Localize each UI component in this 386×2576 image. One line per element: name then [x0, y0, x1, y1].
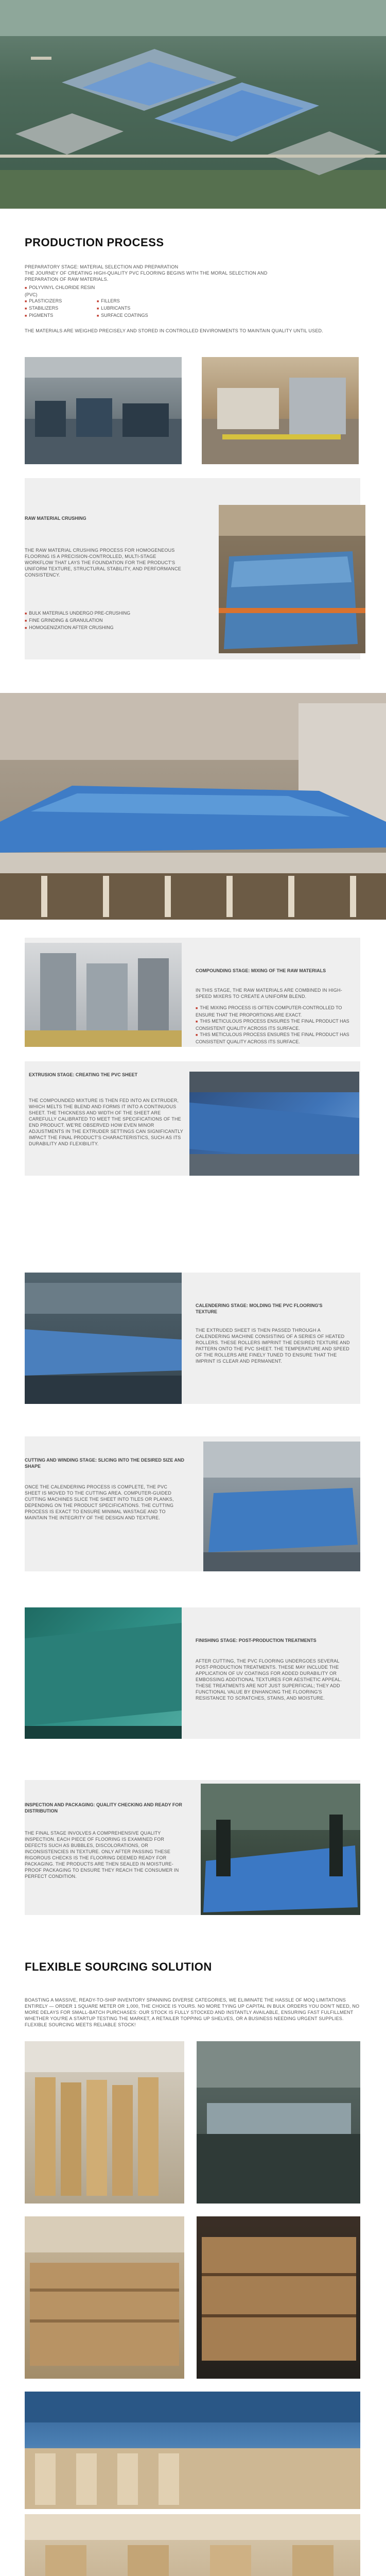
extrusion-line-large-photo [0, 693, 386, 920]
compounding-bullet: ■ THIS METICULOUS PROCESS ENSURES THE FINAL PRODUCT HAS CONSISTENT QUALITY ACROSS ITS SURFACE. [196, 1031, 350, 1045]
material-item: ■ STABILIZERS [25, 305, 97, 312]
material-item: ■ FILLERS [97, 298, 120, 305]
compounding-bullets [196, 1005, 350, 1045]
crushing-title: RAW MATERIAL CRUSHING [25, 516, 86, 521]
calendering-title: CALENDERING STAGE: MOLDING THE PVC FLOORING'S TEXTURE [196, 1303, 323, 1314]
material-item: ■ PIGMENTS [25, 312, 97, 319]
crushing-bullet: ■ HOMOGENIZATION AFTER CRUSHING [25, 624, 195, 632]
cutting-title: CUTTING AND WINDING STAGE: SLICING INTO THE DESIRED SIZE AND SHAPE [25, 1458, 185, 1469]
crushing-machine-photo [219, 505, 365, 653]
inspection-photo [201, 1784, 360, 1915]
intro-line: PREPARATION OF RAW MATERIALS. [25, 277, 109, 282]
stock-rolls-photo-6 [25, 2514, 360, 2576]
mixer-photo [25, 943, 182, 1047]
finishing-title: FINISHING STAGE: POST-PRODUCTION TREATMENTS [196, 1638, 317, 1643]
material-item: ■ LUBRICANTS [97, 305, 130, 312]
material-item: ■ SURFACE COATINGS [97, 312, 148, 319]
inspection-body: THE FINAL STAGE INVOLVES A COMPREHENSIVE QUALITY INSPECTION. EACH PIECE OF FLOORING IS EXAMINED FOR DEFECTS SUCH AS BUBBLES, DISCOLORATIONS, OR INCONSISTENCIES IN TEXTURE. ONLY AFTER PASSING THESE RIGOROUS CHECKS IS THE FLOORING DEEMED READY FOR PACKAGING. THE PRODUCTS ARE THEN SEALED IN MOISTURE-PROOF PACKAGING TO ENSURE THEY REACH THE CONSUMER IN PERFECT CONDITION. [25, 1831, 179, 1879]
cutting-machine-photo [203, 1442, 360, 1571]
intro-line: THE JOURNEY OF CREATING HIGH-QUALITY PVC FLOORING BEGINS WITH THE MORAL SELECTION AND [25, 270, 268, 276]
compounding-body: IN THIS STAGE, THE RAW MATERIALS ARE COMBINED IN HIGH-SPEED MIXERS TO CREATE A UNIFORM BLEND. [196, 988, 342, 999]
production-line-photo [202, 357, 359, 464]
sourcing-body: BOASTING A MASSIVE, READY-TO-SHIP INVENTORY SPANNING DIVERSE CATEGORIES, WE ELIMINATE THE HASSLE OF MOQ LIMITATIONS ENTIRELY — ORDER 1 SQUARE METER OR 1,000, THE CHOICE IS YOURS. NO MORE TYING UP CAPITAL IN BULK ORDERS YOU DON'T NEED, NO MORE DELAYS FOR SMALL-BATCH PURCHASES: OUR STOCK IS FULLY STOCKED AND INSTANTLY AVAILABLE, ENSURING FAST FULFILLMENT WHETHER YOU'RE A STARTUP TESTING THE MARKET, A RETAILER TOPPING UP SHELVES, OR A BUSINESS NEEDING URGENT SUPPLIES. FLEXIBLE SOURCING MEETS RELIABLE STOCK! [25, 1997, 360, 2027]
production-process-title: PRODUCTION PROCESS [25, 236, 164, 249]
materials-list [25, 284, 231, 319]
compounding-bullet: ■ THIS METICULOUS PROCESS ENSURES THE FINAL PRODUCT HAS CONSISTENT QUALITY ACROSS ITS SURFACE. [196, 1018, 350, 1031]
warehouse-bags-photo [25, 357, 182, 464]
extruder-photo [189, 1072, 359, 1176]
calendering-body: THE EXTRUDED SHEET IS THEN PASSED THROUGH A CALENDERING MACHINE CONSISTING OF A SERIES OF HEATED ROLLERS. THESE ROLLERS IMPRINT THE DESIRED TEXTURE AND PATTERN ONTO THE PVC SHEET. THE TEMPERATURE AND SPEED OF THE ROLLERS ARE FINELY TUNED TO ENSURE THAT THE IMPRINT IS CLEAR AND PERMANENT. [196, 1328, 350, 1364]
extrusion-title: EXTRUSION STAGE: CREATING THE PVC SHEET [29, 1072, 138, 1077]
compounding-title: COMPOUNDING STAGE: MIXING OF THE RAW MATERIALS [196, 968, 326, 973]
extrusion-body: THE COMPOUNDED MIXTURE IS THEN FED INTO AN EXTRUDER, WHICH MELTS THE BLEND AND FORMS IT INTO A CONTINUOUS SHEET. THE THICKNESS AND WIDTH OF THE SHEET ARE CAREFULLY CALIBRATED TO MEET THE SPECIFICATIONS OF THE END PRODUCT. WE'RE OBSERVED HOW EVEN MINOR ADJUSTMENTS IN THE EXTRUDER SETTINGS CAN SIGNIFICANTLY IMPACT THE FINAL PRODUCT'S CHARACTERISTICS, SUCH AS ITS DURABILITY AND FLEXIBILITY. [29, 1098, 183, 1146]
inspection-title: INSPECTION AND PACKAGING: QUALITY CHECKING AND READY FOR DISTRIBUTION [25, 1802, 182, 1814]
finishing-body: AFTER CUTTING, THE PVC FLOORING UNDERGOES SEVERAL POST-PRODUCTION TREATMENTS. THESE MAY INCLUDE THE APPLICATION OF UV COATINGS FOR ADDED DURABILITY OR EMBOSSING ADDITIONAL TEXTURES FOR AESTHETIC APPEAL. THESE TREATMENTS ARE NOT JUST SUPERFICIAL; THEY ADD FUNCTIONAL VALUE BY ENHANCING THE FLOORING'S RESISTANCE TO SCRATCHES, STAINS, AND MOISTURE. [196, 1658, 342, 1701]
cutting-body: ONCE THE CALENDERING PROCESS IS COMPLETE, THE PVC SHEET IS MOVED TO THE CUTTING AREA. COMPUTER-GUIDED CUTTING MACHINES SLICE THE SHEET INTO TILES OR PLANKS, DEPENDING ON THE PRODUCT SPECIFICATIONS. THE CUTTING PROCESS IS EXACT TO ENSURE MINIMAL WASTAGE AND TO MAINTAIN THE INTEGRITY OF THE DESIGN AND TEXTURE. [25, 1484, 174, 1520]
storage-note: THE MATERIALS ARE WEIGHED PRECISELY AND STORED IN CONTROLLED ENVIRONMENTS TO MAINTAIN QUALITY UNTIL USED. [25, 328, 323, 333]
production-intro [25, 264, 359, 282]
stock-rolls-photo-3 [25, 2216, 184, 2379]
intro-line: PREPARATORY STAGE: MATERIAL SELECTION AND PREPARATION [25, 264, 179, 269]
material-item: ■ POLYVINYL CHLORIDE RESIN (PVC) [25, 284, 97, 298]
stock-rolls-photo-5 [25, 2392, 360, 2509]
sourcing-title: FLEXIBLE SOURCING SOLUTION [25, 1960, 212, 1973]
material-item: ■ PLASTICIZERS [25, 298, 97, 305]
stock-rolls-photo-4 [197, 2216, 360, 2379]
crushing-bullet: ■ BULK MATERIALS UNDERGO PRE-CRUSHING [25, 610, 195, 617]
hero-factory-aerial-photo [0, 0, 386, 209]
calendering-photo [25, 1273, 182, 1404]
crushing-bullet: ■ FINE GRINDING & GRANULATION [25, 617, 195, 624]
stock-rolls-photo-2 [197, 2041, 360, 2204]
finishing-photo [25, 1607, 182, 1739]
stock-rolls-photo-1 [25, 2041, 184, 2204]
crushing-bullets [25, 610, 195, 632]
compounding-bullet: ■ THE MIXING PROCESS IS OFTEN COMPUTER-CONTROLLED TO ENSURE THAT THE PROPORTIONS ARE EXACT. [196, 1005, 350, 1018]
crushing-body: THE RAW MATERIAL CRUSHING PROCESS FOR HOMOGENEOUS FLOORING IS A PRECISION-CONTROLLED, MULTI-STAGE WORKFLOW THAT LAYS THE FOUNDATION FOR THE PRODUCT'S UNIFORM TEXTURE, STRUCTURAL STABILITY, AND PERFORMANCE CONSISTENCY. [25, 548, 182, 578]
